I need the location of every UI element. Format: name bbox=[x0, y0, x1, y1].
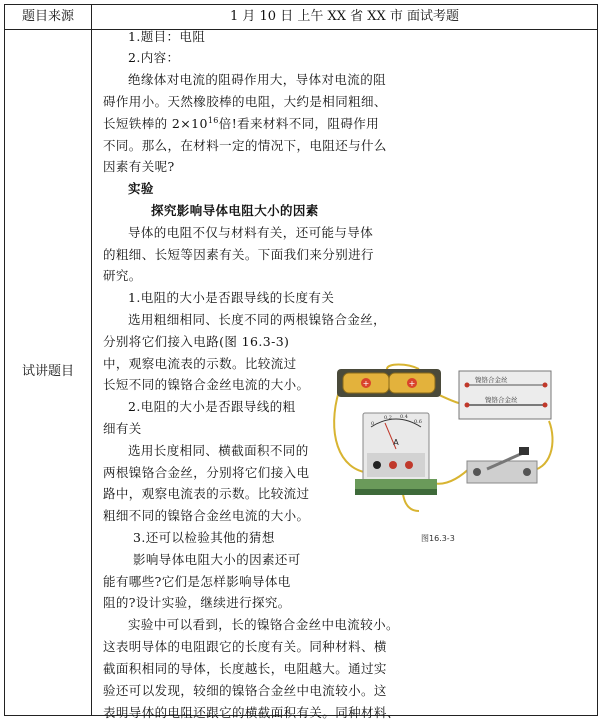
text-line: 分别将它们接入电路(图 16.3-3) bbox=[103, 334, 290, 349]
row-label: 试讲题目 bbox=[21, 364, 74, 379]
experiment-title: 探究影响导体电阻大小的因素 bbox=[151, 203, 319, 218]
meter-tick: 0.2 bbox=[384, 415, 392, 421]
source-label: 题目来源 bbox=[5, 5, 92, 29]
source-value: 1 月 10 日 上午 XX 省 XX 市 面试考题 bbox=[229, 9, 460, 24]
text-line: 1.题目：电阻 bbox=[128, 29, 206, 44]
text-line: 绝缘体对电流的阻碍作用大，导体对电流的阻 bbox=[128, 72, 387, 87]
text-line: 表明导体的电阻还跟它的横截面积有关。同种材料、 bbox=[103, 705, 400, 720]
meter-stand-base bbox=[355, 489, 437, 495]
text-line: 截面积相同的导体，长度越长，电阻越大。通过实 bbox=[103, 661, 387, 676]
meter-tick: 0.4 bbox=[400, 414, 408, 420]
switch-terminal-icon bbox=[473, 468, 481, 476]
text-line: 1.电阻的大小是否跟导线的长度有关 bbox=[128, 290, 335, 305]
text-line: 验还可以发现，较细的镍铬合金丝中电流较小。这 bbox=[103, 683, 387, 698]
text-line: 研究。 bbox=[103, 268, 142, 283]
plus-sign: + bbox=[408, 379, 416, 388]
text-line: 中，观察电流表的示数。比较流过 bbox=[103, 356, 297, 371]
switch-handle bbox=[519, 447, 529, 455]
text-line: 影响导体电阻大小的因素还可 bbox=[133, 552, 301, 567]
terminal-icon bbox=[543, 403, 548, 408]
text-line: 碍作用小。天然橡胶棒的电阻，大约是相同粗细、 bbox=[103, 94, 387, 109]
terminal-icon bbox=[465, 403, 470, 408]
meter-terminal-icon bbox=[405, 461, 413, 469]
text-line: 导体的电阻不仅与材料有关，还可能与导体 bbox=[128, 225, 374, 240]
text-line: 选用粗细相同、长度不同的两根镍铬合金丝， bbox=[128, 312, 387, 327]
text-line: 这表明导体的电阻跟它的长度有关。同种材料、横 bbox=[103, 639, 387, 654]
meter-terminal-icon bbox=[389, 461, 397, 469]
meter-stand bbox=[355, 479, 437, 489]
text-line: 不同。那么，在材料一定的情况下，电阻还与什么 bbox=[103, 138, 387, 153]
text-line: 2.内容： bbox=[128, 50, 180, 65]
meter-tick: 0.6 bbox=[414, 419, 422, 425]
plus-sign: + bbox=[362, 379, 370, 388]
row-label-cell bbox=[5, 30, 92, 715]
text-line: 的粗细、长短等因素有关。下面我们来分别进行 bbox=[103, 247, 374, 262]
section-heading: 实验 bbox=[128, 181, 154, 196]
question-content bbox=[91, 25, 591, 720]
text-line: 长短铁棒的 $2\times 10^{16}$倍!看来材料不同，阻碍作用 bbox=[103, 115, 380, 131]
text-line: 粗细不同的镍铬合金丝电流的大小。 bbox=[103, 508, 310, 523]
meter-terminal-icon bbox=[373, 461, 381, 469]
terminal-icon bbox=[465, 383, 470, 388]
text-line: 两根镍铬合金丝，分别将它们接入电 bbox=[103, 465, 310, 480]
text-line: 2.电阻的大小是否跟导线的粗 bbox=[128, 399, 296, 414]
board-label-1: 镍铬合金丝 bbox=[475, 376, 508, 384]
text-line: 路中，观察电流表的示数。比较流过 bbox=[103, 486, 310, 501]
text-line: 3.还可以检验其他的猜想 bbox=[133, 530, 275, 545]
wire bbox=[387, 365, 419, 370]
circuit-figure bbox=[327, 361, 563, 525]
meter-tick: 0 bbox=[371, 421, 375, 427]
text-line: 因素有关呢? bbox=[103, 159, 175, 174]
text-line: 实验中可以看到，长的镍铬合金丝中电流较小。 bbox=[128, 617, 399, 632]
meter-symbol: A bbox=[393, 438, 399, 447]
text-line: 能有哪些?它们是怎样影响导体电 bbox=[103, 574, 291, 589]
text-line: 阻的?设计实验，继续进行探究。 bbox=[103, 595, 291, 610]
board-label-2: 镍铬合金丝 bbox=[485, 396, 518, 404]
switch-terminal-icon bbox=[523, 468, 531, 476]
terminal-icon bbox=[543, 383, 548, 388]
text-line: 长短不同的镍铬合金丝电流的大小。 bbox=[103, 377, 310, 392]
text-line: 选用长度相同、横截面积不同的 bbox=[128, 443, 309, 458]
text-line: 细有关 bbox=[103, 421, 142, 436]
figure-caption: 图16.3-3 bbox=[421, 534, 455, 543]
